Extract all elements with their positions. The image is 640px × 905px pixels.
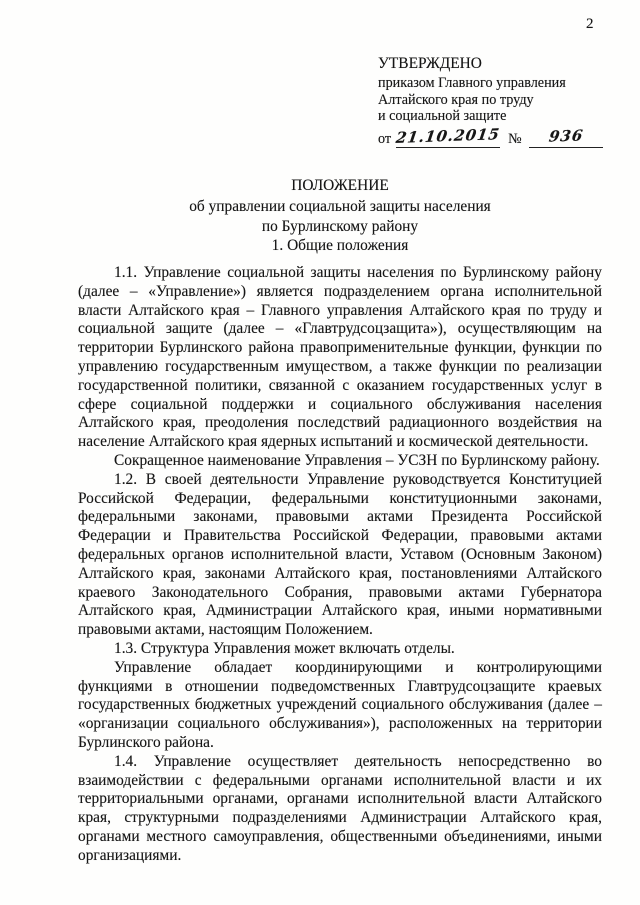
approval-block [378,56,610,148]
paragraph: 1.3. Структура Управления может включать отделы. [114,639,455,657]
paragraph: 1.1. Управление социальной защиты населения по Бурлинскому району (далее – «Управление») является подразделением органа исполнительной власти Алтайского края – Главного управления Алтайского края по труду и социальной защите (далее – «Главтрудсоцзащита»), осуществляющим на территории Бурлинского района правоприменительные функции, функции по управлению государственным имуществом, а также функции по реализации государственной политики, связанной с оказанием государственных услуг в сфере социальной поддержки и социального обслуживания населения Алтайского края, преодоления последствий радиационного воздействия на население Алтайского края ядерных испытаний и космической деятельности. [78,264,602,451]
approval-line-1: приказом Главного управления [378,75,566,92]
paragraph: Управление обладает координирующими и контролирующими функциями в отношении подведомственных Главтрудсоцзащите краевых государственных бюджетных учреждений социального обслуживания (далее – «организации социального обслуживания»), расположенных на территории Бурлинского района. [78,658,602,751]
paragraph: 1.2. В своей деятельности Управление руководствуется Конституцией Российской Федерации, федеральными конституционными законами, федеральными законами, правовыми актами Президента Российской Федерации и Правительства Российской Федерации, правовыми актами федеральных органов исполнительной власти, Уставом (Основным Законом) Алтайского края, законами Алтайского края, постановлениями Алтайского краевого Законодательного Собрания, правовыми актами Губернатора Алтайского края, Администрации Алтайского края, иными нормативными правовыми актами, настоящим Положением. [78,470,602,639]
number-label: № [508,131,522,148]
page-number: 2 [586,16,594,32]
title-line-2: об управлении социальной защиты населения [189,197,491,215]
handwritten-date: 21.10.2015 [394,124,502,147]
number-blank-line [529,125,603,148]
paragraph: 1.4. Управление осуществляет деятельность непосредственно во взаимодействии с федеральными органами исполнительной власти и их территориальными органами, органами исполнительной власти Алтайского края, структурными подразделениями Администрации Алтайского края, органами местного самоуправления, общественными объединениями, иными организациями. [78,752,602,864]
date-blank-line [394,124,502,148]
handwritten-number: 936 [547,125,585,146]
title-line-1: ПОЛОЖЕНИЕ [291,177,389,194]
title-line-3: по Бурлинскому району [261,218,419,235]
approval-sign-row [378,124,610,148]
approval-status: УТВЕРЖДЕНО [378,55,482,72]
date-label: от [378,131,392,148]
paragraph: Сокращенное наименование Управления – УСЗН по Бурлинскому району. [114,451,600,469]
approval-line-3: и социальной защите [378,108,507,125]
approval-line-2: Алтайского края по труду [378,91,534,108]
document-title [78,176,602,238]
section-heading: 1. Общие положения [271,237,409,254]
document-body [78,264,602,866]
